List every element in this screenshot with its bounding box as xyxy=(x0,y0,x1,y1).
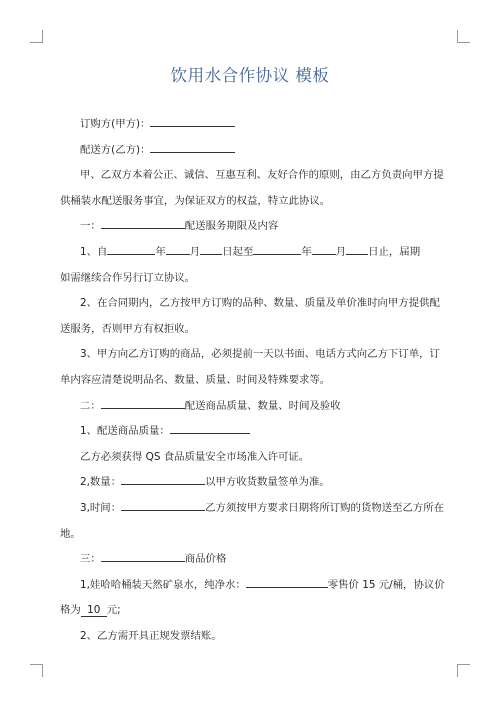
invoice-line: 2、乙方需开具正规发票结账。 xyxy=(80,629,222,642)
price-blank[interactable] xyxy=(246,578,328,588)
clause-2-line-2: 送服务，否则甲方有权拒收。 xyxy=(60,322,196,335)
quantity-blank[interactable] xyxy=(121,475,205,485)
end-year-blank[interactable] xyxy=(253,245,301,255)
clause-3-line-2: 单内容应清楚说明品名、数量、质量、时间及特殊要求等。 xyxy=(60,373,331,386)
end-day-blank[interactable] xyxy=(346,245,368,255)
term-year-label: 年 xyxy=(155,245,166,258)
section-1-heading xyxy=(60,214,452,240)
intro-line-2: 供桶装水配送服务事宜，为保证双方的权益，特立此协议。 xyxy=(60,194,331,207)
section-3-heading xyxy=(60,547,452,573)
quality-line xyxy=(60,419,452,445)
supplier-blank[interactable] xyxy=(150,143,235,153)
agreed-price-label: 格为 xyxy=(60,604,81,617)
agreed-price-field[interactable] xyxy=(81,604,107,617)
section-1-title: 配送服务期限及内容 xyxy=(184,220,279,233)
quantity-label: 2,数量： xyxy=(80,476,122,489)
start-month-blank[interactable] xyxy=(166,245,190,255)
section-3-prefix: 三： xyxy=(80,553,101,566)
time-line-2: 地。 xyxy=(60,527,81,540)
price-line xyxy=(60,573,452,599)
quality-label: 1、配送商品质量： xyxy=(80,425,170,438)
term-year2-label: 年 xyxy=(301,245,312,258)
term-line xyxy=(60,240,452,266)
intro-line-1: 甲、乙双方本着公正、诚信、互惠互利、友好合作的原则，由乙方负责向甲方提 xyxy=(80,169,444,182)
term-end-label: 日止，届期 xyxy=(368,245,421,258)
time-line xyxy=(60,496,452,522)
qs-note: 乙方必须获得 QS 食品质量安全市场准入许可证。 xyxy=(80,450,310,463)
quality-blank[interactable] xyxy=(170,424,250,434)
section-3-blank[interactable] xyxy=(101,552,185,562)
supplier-line xyxy=(60,138,452,164)
document-title: 饮用水合作协议 模板 xyxy=(170,66,330,85)
section-1-prefix: 一： xyxy=(80,220,101,233)
term-start-label: 日起至 xyxy=(222,245,254,258)
retail-price-note: 零售价 15 元/桶，协议价 xyxy=(327,578,445,591)
agreed-price-value: 10 xyxy=(87,604,101,617)
clause-3-line-1: 3、甲方向乙方订购的商品，必须提前一天以书面、电话方式向乙方下订单，订 xyxy=(80,348,440,361)
section-2-blank[interactable] xyxy=(101,399,185,409)
clause-2-line-1: 2、在合同期内，乙方按甲方订购的品种、数量、质量及单价准时向甲方提供配 xyxy=(80,297,440,310)
section-3-title: 商品价格 xyxy=(184,553,227,566)
section-2-prefix: 二： xyxy=(80,399,101,412)
crop-mark-bottom-right xyxy=(457,664,470,677)
time-note: 乙方须按甲方要求日期将所订购的货物送至乙方所在 xyxy=(205,501,445,514)
crop-mark-top-left xyxy=(30,30,43,43)
buyer-line xyxy=(60,112,452,138)
crop-mark-bottom-left xyxy=(30,664,43,677)
buyer-blank[interactable] xyxy=(150,117,235,127)
buyer-label: 订购方(甲方)： xyxy=(80,118,151,130)
section-2-title: 配送商品质量、数量、时间及验收 xyxy=(184,399,341,412)
start-day-blank[interactable] xyxy=(200,245,222,255)
term-from: 1、自 xyxy=(80,245,108,258)
price-unit: 元; xyxy=(106,604,121,617)
quantity-note: 以甲方收货数量签单为准。 xyxy=(205,476,330,489)
document-body xyxy=(60,112,452,649)
end-month-blank[interactable] xyxy=(312,245,336,255)
crop-mark-top-right xyxy=(457,30,470,43)
term-line-2: 如需继续合作另行订立协议。 xyxy=(60,271,196,284)
term-month-label: 月 xyxy=(189,245,201,258)
supplier-label: 配送方(乙方)： xyxy=(80,143,151,156)
section-1-blank[interactable] xyxy=(101,219,185,229)
term-month2-label: 月 xyxy=(335,245,347,258)
start-year-blank[interactable] xyxy=(107,245,155,255)
price-label: 1,娃哈哈桶装天然矿泉水，纯净水： xyxy=(80,578,246,591)
quantity-line xyxy=(60,470,452,496)
price-line-2 xyxy=(60,598,452,624)
section-2-heading xyxy=(60,394,452,420)
time-blank[interactable] xyxy=(121,501,205,511)
time-label: 3,时间： xyxy=(80,501,122,514)
